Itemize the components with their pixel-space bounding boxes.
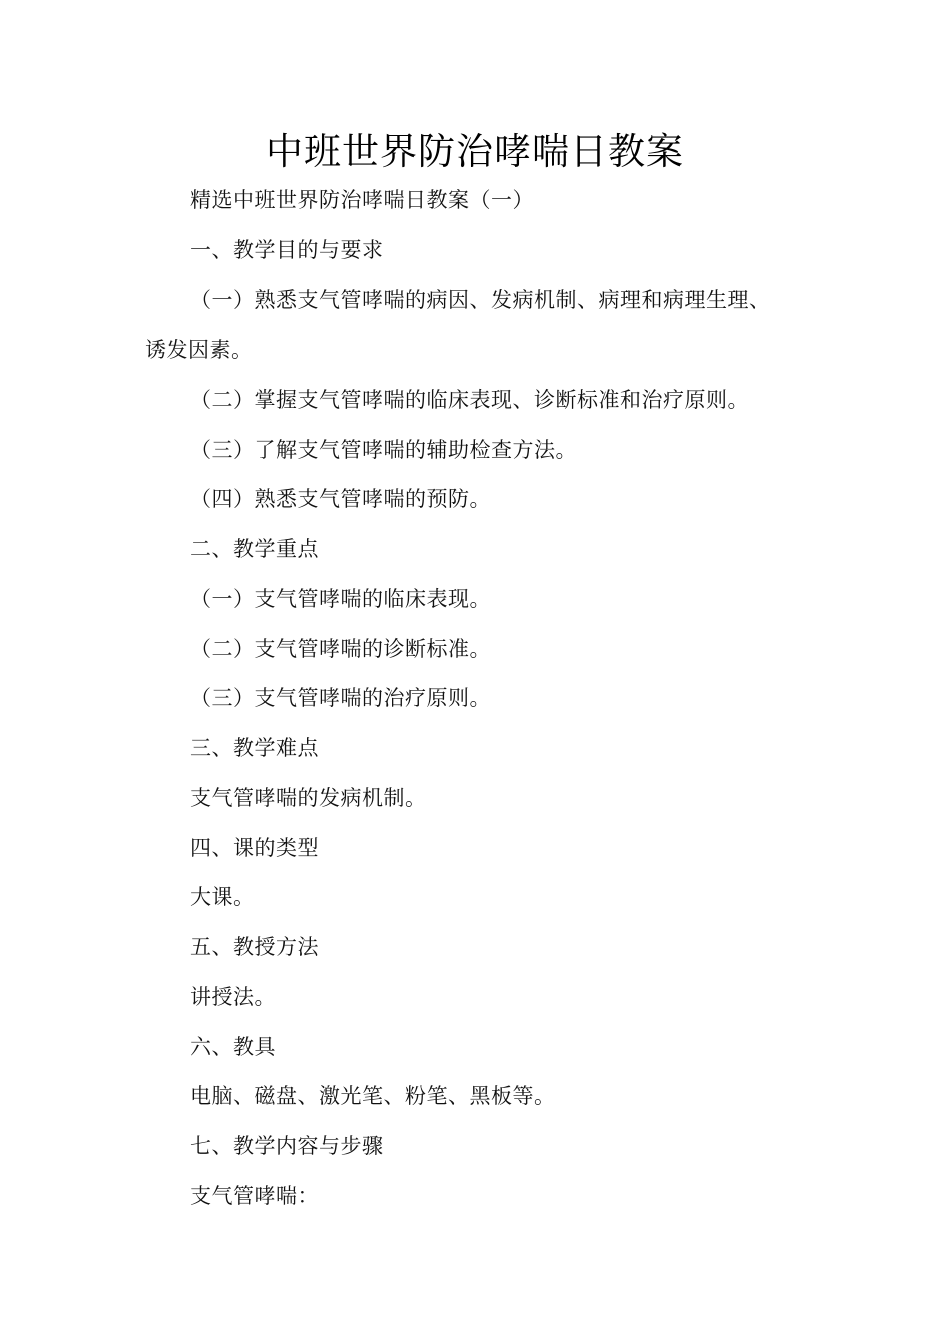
section-1-item-1: （一）熟悉支气管哮喘的病因、发病机制、病理和病理生理、 <box>190 288 771 312</box>
section-1-item-4: （四）熟悉支气管哮喘的预防。 <box>190 487 491 511</box>
section-2-item-2: （二）支气管哮喘的诊断标准。 <box>190 637 491 661</box>
section-2-item-1: （一）支气管哮喘的临床表现。 <box>190 587 491 611</box>
section-3-heading: 三、教学难点 <box>190 736 319 760</box>
section-6-heading: 六、教具 <box>190 1035 276 1059</box>
section-1-item-3: （三）了解支气管哮喘的辅助检查方法。 <box>190 438 577 462</box>
section-4-text: 大课。 <box>190 885 255 909</box>
section-7-heading: 七、教学内容与步骤 <box>190 1134 384 1158</box>
section-4-heading: 四、课的类型 <box>190 836 319 860</box>
document-title: 中班世界防治哮喘日教案 <box>266 130 684 173</box>
section-2-item-3: （三）支气管哮喘的治疗原则。 <box>190 686 491 710</box>
section-2-heading: 二、教学重点 <box>190 537 319 561</box>
section-7-text: 支气管哮喘： <box>190 1184 319 1208</box>
section-6-text: 电脑、磁盘、激光笔、粉笔、黑板等。 <box>190 1084 556 1108</box>
section-5-heading: 五、教授方法 <box>190 935 319 959</box>
section-1-item-2: （二）掌握支气管哮喘的临床表现、诊断标准和治疗原则。 <box>190 388 749 412</box>
section-5-text: 讲授法。 <box>190 985 276 1009</box>
section-3-text: 支气管哮喘的发病机制。 <box>190 786 427 810</box>
section-1-item-1-continued: 诱发因素。 <box>145 338 253 362</box>
section-1-heading: 一、教学目的与要求 <box>190 238 384 262</box>
document-subtitle: 精选中班世界防治哮喘日教案（一） <box>190 188 534 212</box>
